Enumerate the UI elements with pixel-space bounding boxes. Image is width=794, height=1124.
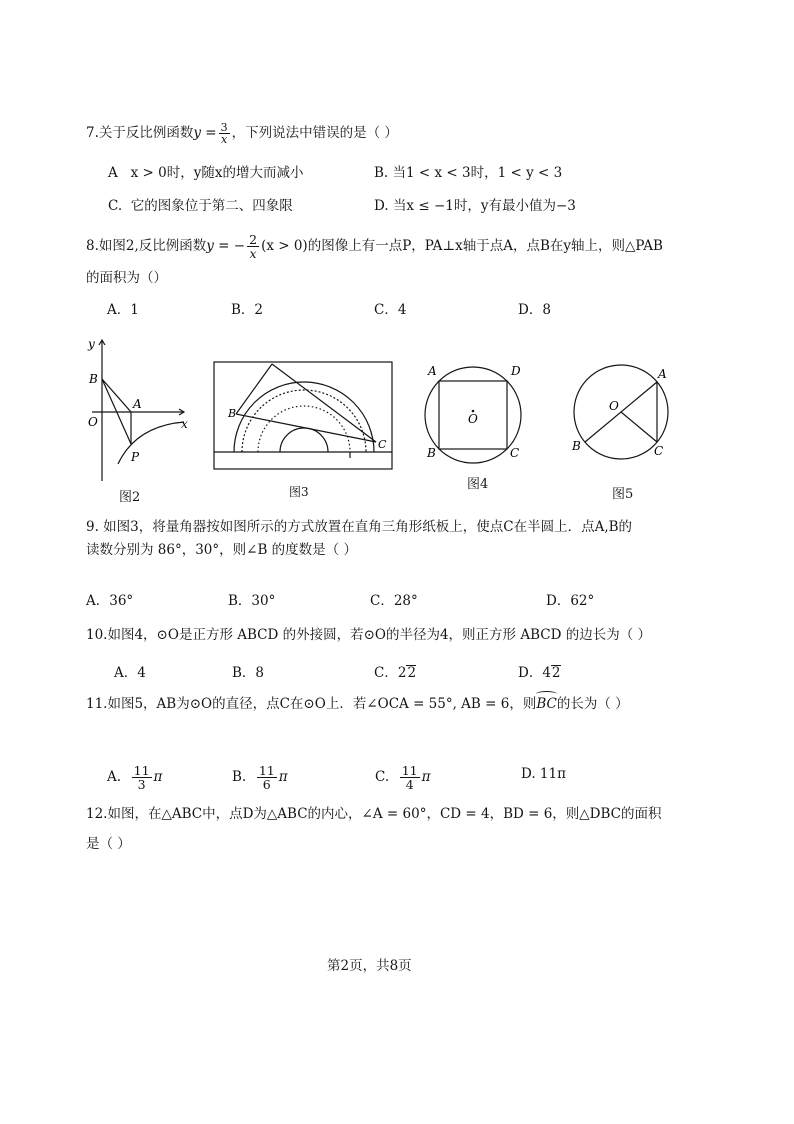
fig3-triangle-ac — [272, 364, 376, 442]
fig2-label-y: y — [88, 337, 95, 351]
fig2-label-p: P — [131, 450, 140, 464]
fig3-label-c: C — [378, 438, 387, 451]
fig3-caption: 图3 — [289, 485, 309, 499]
q12-stem-line2: 是（ ） — [86, 836, 131, 852]
q7-option-d: D. 当x ≤ −1时，y有最小值为−3 — [374, 198, 576, 214]
q9-stem-line1: 9. 如图3，将量角器按如图所示的方式放置在直角三角形纸板上，使点C在半圆上．点A,B的 — [86, 519, 633, 535]
fig3-triangle-ba — [236, 364, 272, 414]
fig5-label-a: A — [658, 367, 667, 381]
q8-option-c: C．4 — [374, 302, 407, 318]
fig2-hyperbola — [118, 422, 184, 464]
q9-stem-line2: 读数分别为 86°，30°，则∠B 的度数是（ ） — [86, 542, 357, 558]
q10-option-b: B．8 — [232, 665, 265, 681]
q11-option-d: D. 11π — [521, 766, 566, 782]
fig5-label-o: O — [609, 399, 619, 413]
q8-option-a: A．1 — [107, 302, 139, 318]
fig3-protractor-outer — [234, 382, 374, 452]
fig2-segment-ba — [102, 379, 131, 412]
q9-option-a: A．36° — [86, 593, 134, 609]
q8-stem: 8.如图2,反比例函数y = − $\frac{2}{x}$ (x > 0)的图像上有一点P，PA⊥x轴于点A，点B在y轴上，则△PAB — [86, 232, 663, 261]
fig4-label-c: C — [510, 446, 520, 460]
fig4-label-o: O — [468, 412, 478, 426]
fig5-label-b: B — [572, 439, 581, 453]
fig5-label-c: C — [654, 444, 664, 458]
figure-3 — [212, 360, 396, 475]
fig2-label-b: B — [89, 372, 98, 386]
q12-stem-line1: 12.如图，在△ABC中，点D为△ABC的内心，∠A = 60°，CD = 4，BD = 6，则△DBC的面积 — [86, 806, 662, 822]
fig2-label-x: x — [181, 417, 188, 431]
fig4-label-d: D — [511, 364, 521, 378]
q8-option-d: D．8 — [518, 302, 551, 318]
fig2-label-a: A — [133, 397, 142, 411]
q7-option-c: C. 它的图象位于第二、四象限 — [108, 198, 293, 214]
q11-option-c: C. $\frac{11}{4}$ π — [375, 763, 431, 792]
fig2-caption: 图2 — [119, 490, 141, 505]
q9-option-c: C．28° — [370, 593, 418, 609]
fig2-label-o: O — [88, 415, 98, 429]
q7-option-b: B. 当1 < x < 3时，1 < y < 3 — [374, 165, 563, 181]
q8-fraction: $\frac{2}{x}$ — [249, 232, 258, 261]
q11-option-b: B. $\frac{11}{6}$ π — [232, 763, 288, 792]
fig5-segment-oc — [621, 412, 657, 442]
q11-option-a: A. $\frac{11}{3}$ π — [107, 763, 163, 792]
q11-stem: 11.如图5，AB为⊙O的直径，点C在⊙O上．若∠OCA = 55°, AB = 6，则BC的长为（ ） — [86, 696, 629, 712]
q7-stem: 7.关于反比例函数y = $\frac{3}{x}$ ，下列说法中错误的是（ ） — [86, 121, 398, 146]
q7-option-a: A x > 0时，y随x的增大而减小 — [108, 165, 304, 181]
fig3-label-b: B — [228, 407, 237, 420]
q10-stem: 10.如图4，⊙O是正方形 ABCD 的外接圆，若⊙O的半径为4，则正方形 ABCD 的边长为（ ） — [86, 627, 652, 643]
fig3-triangle-bc — [236, 414, 376, 442]
fig4-caption: 图4 — [467, 477, 489, 492]
fig3-protractor-center — [280, 428, 328, 452]
figure-4 — [421, 356, 531, 466]
q10-option-d: D．42 — [518, 665, 561, 681]
q10-option-a: A．4 — [114, 665, 146, 681]
fig5-caption: 图5 — [612, 487, 634, 502]
page-footer: 第2页，共8页 — [327, 958, 412, 974]
figure-5 — [563, 358, 678, 468]
q9-option-d: D．62° — [546, 593, 595, 609]
q9-option-b: B．30° — [228, 593, 276, 609]
fig4-label-a: A — [428, 364, 437, 378]
figure-2 — [84, 336, 194, 486]
fig4-label-b: B — [427, 446, 436, 460]
q8-option-b: B．2 — [231, 302, 264, 318]
q8-stem-line2: 的面积为（） — [86, 270, 167, 286]
q10-option-c: C．22 — [374, 665, 417, 681]
q11-arc-bc: BC — [536, 696, 557, 712]
q7-fraction: $\frac{3}{x}$ — [220, 121, 228, 146]
